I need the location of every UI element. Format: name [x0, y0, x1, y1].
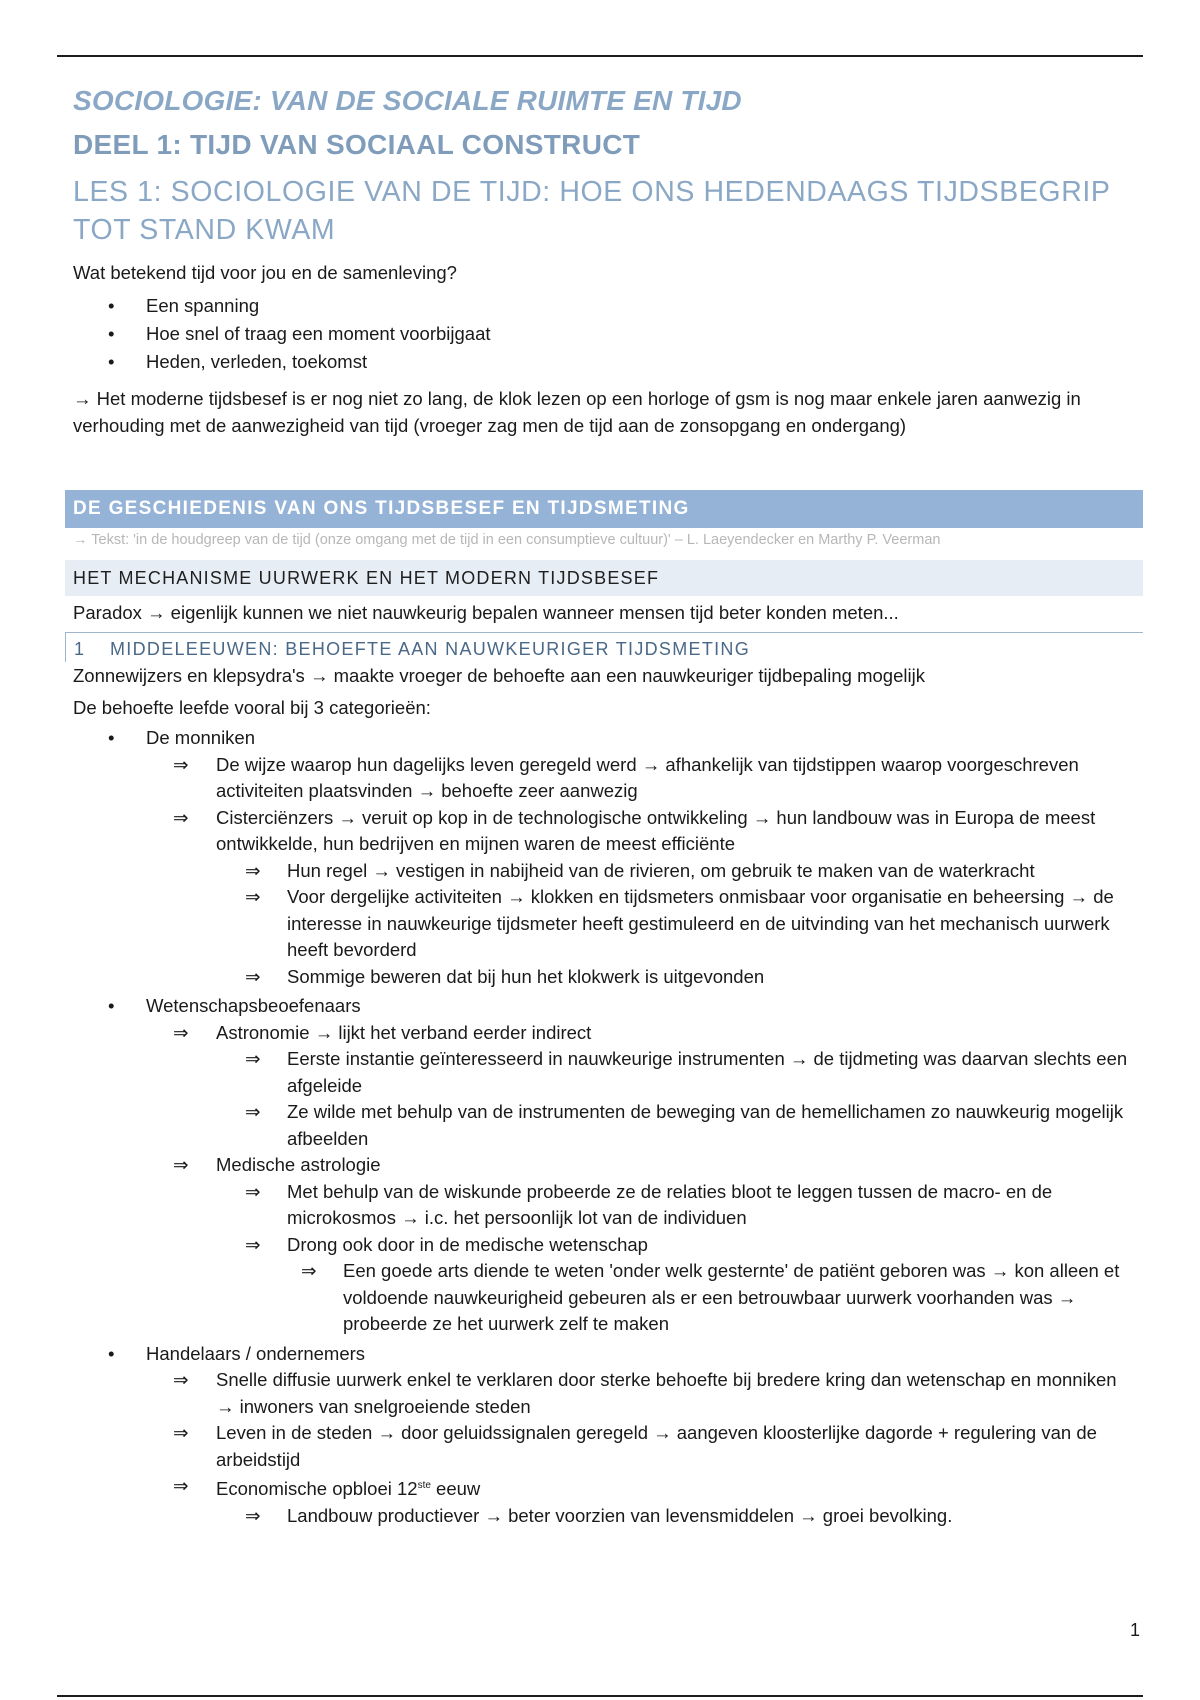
- list-item: • Hoe snel of traag een moment voorbijgaat: [73, 320, 1135, 348]
- category-monks: [73, 725, 1135, 752]
- list-item: [73, 752, 1135, 805]
- numbered-heading: [65, 632, 1143, 662]
- list-item: • Heden, verleden, toekomst: [73, 348, 1135, 376]
- list-item-text: Eerste instantie geïnteresseerd in nauwkeurige instrumenten → de tijdmeting was daarvan slechts een afgeleide: [287, 1048, 1128, 1096]
- list-item-text: Hun regel → vestigen in nabijheid van de rivieren, om gebruik te maken van de waterkracht: [287, 859, 1035, 881]
- document-title: SOCIOLOGIE: VAN DE SOCIALE RUIMTE EN TIJD: [73, 85, 742, 116]
- list-item: [73, 1258, 1135, 1338]
- list-item: [73, 1232, 1135, 1259]
- list-item-text: Medische astrologie: [216, 1154, 381, 1175]
- paradox-paragraph: Paradox → eigenlijk kunnen we niet nauwkeurig bepalen wanneer mensen tijd beter konden meten...: [73, 602, 899, 623]
- bullet-marker: •: [108, 995, 115, 1016]
- arrow-marker: ⇒: [245, 859, 261, 881]
- list-item: [73, 1367, 1135, 1420]
- list-item-text: [216, 1478, 480, 1499]
- arrow-marker: ⇒: [173, 1154, 189, 1175]
- arrow-marker: ⇒: [245, 1233, 261, 1255]
- list-item-text: De wijze waarop hun dagelijks leven geregeld werd → afhankelijk van tijdstippen waarop voorgeschreven activiteiten plaatsvinden → behoefte zeer aanwezig: [216, 753, 1079, 801]
- page-number: 1: [1129, 1620, 1140, 1640]
- arrow-marker: ⇒: [173, 1475, 189, 1496]
- list-item: [73, 1020, 1135, 1047]
- sundials-paragraph: Zonnewijzers en klepsydra's → maakte vroeger de behoefte aan een nauwkeuriger tijdbepaling mogelijk: [73, 665, 925, 686]
- list-item: [73, 1152, 1135, 1179]
- category-list: [73, 725, 1135, 1529]
- list-item: [73, 884, 1135, 964]
- list-item-text: Ze wilde met behulp van de instrumenten de beweging van de hemellichamen zo nauwkeurig mogelijk afbeelden: [287, 1101, 1124, 1149]
- ordinal-suffix: ste: [417, 1480, 431, 1491]
- list-item-text: Drong ook door in de medische wetenschap: [287, 1233, 648, 1255]
- arrow-marker: ⇒: [173, 1021, 189, 1043]
- source-reference: → Tekst: 'in de houdgreep van de tijd (onze omgang met de tijd in een consumptieve cultuur)' – L. Laeyendecker en Marthy P. Veerman: [73, 532, 941, 548]
- arrow-marker: ⇒: [245, 1101, 261, 1122]
- century-text: Economische opbloei 12: [216, 1478, 418, 1500]
- list-item: • Een spanning: [73, 292, 1135, 320]
- list-item-text: Voor dergelijke activiteiten → klokken en tijdsmeters onmisbaar voor organisatie en beheersing → de interesse in nauwkeurige tijdsmeter heeft gestimuleerd en de uitvinding van het mechanisch uurwerk heeft bevorderd: [287, 886, 1114, 960]
- list-item: [73, 858, 1135, 885]
- list-item-text: Een goede arts diende te weten 'onder welk gesternte' de patiënt geboren was → kon alleen et voldoende nauwkeurigheid gebeuren als er een betrouwbaar uurwerk voorhanden was → probeerde ze het uurwerk zelf te maken: [343, 1260, 1120, 1334]
- part-title: DEEL 1: TIJD VAN SOCIAAL CONSTRUCT: [73, 129, 641, 160]
- list-item-text: Astronomie → lijkt het verband eerder indirect: [216, 1021, 592, 1043]
- list-item: [73, 1473, 1135, 1503]
- document-page: [73, 85, 1135, 1529]
- bullet-marker: •: [108, 727, 115, 748]
- century-word: eeuw: [430, 1478, 481, 1500]
- list-item-text: Met behulp van de wiskunde probeerde ze de relaties bloot te leggen tussen de macro- en de microkosmos → i.c. het persoonlijk lot van de individuen: [287, 1180, 1053, 1228]
- category-label: De monniken: [146, 727, 256, 748]
- categories-intro: De behoefte leefde vooral bij 3 categorieën:: [73, 697, 431, 718]
- arrow-marker: ⇒: [245, 1180, 261, 1202]
- arrow-marker: ⇒: [173, 806, 189, 828]
- lesson-title: LES 1: SOCIOLOGIE VAN DE TIJD: HOE ONS HEDENDAAGS TIJDSBEGRIP TOT STAND KWAM: [73, 176, 1110, 246]
- list-item-text: Leven in de steden → door geluidssignalen geregeld → aangeven kloosterlijke dagorde + regulering van de arbeidstijd: [216, 1422, 1097, 1470]
- list-item-text: Sommige beweren dat bij hun het klokwerk is uitgevonden: [287, 965, 765, 987]
- list-item: [73, 964, 1135, 991]
- intro-paragraph: → Het moderne tijdsbesef is er nog niet zo lang, de klok lezen op een horloge of gsm is nog maar enkele jaren aanwezig in verhouding met de aanwezigheid van tijd (vroeger zag men de tijd aan de zonsopgang en ondergang): [73, 388, 1081, 436]
- intro-bullet-list: [73, 292, 1135, 376]
- category-merchants: [73, 1341, 1135, 1368]
- arrow-marker: ⇒: [245, 965, 261, 987]
- arrow-marker: ⇒: [301, 1260, 317, 1281]
- intro-question: Wat betekend tijd voor jou en de samenleving?: [73, 262, 457, 283]
- arrow-marker: ⇒: [245, 886, 261, 907]
- list-item-text: Landbouw productiever → beter voorzien van levensmiddelen → groei bevolking.: [287, 1504, 953, 1526]
- heading-text: MIDDELEEUWEN: BEHOEFTE AAN NAUWKEURIGER TIJDSMETING: [110, 639, 751, 659]
- category-label: Wetenschapsbeoefenaars: [146, 995, 361, 1016]
- list-item: [73, 1179, 1135, 1232]
- subsection-heading: HET MECHANISME UURWERK EN HET MODERN TIJDSBESEF: [65, 560, 1143, 596]
- bottom-rule: [57, 1695, 1143, 1697]
- arrow-marker: ⇒: [245, 1048, 261, 1069]
- heading-number: 1: [74, 639, 86, 659]
- bullet-marker: •: [108, 1342, 115, 1364]
- category-scientists: [73, 993, 1135, 1020]
- arrow-marker: ⇒: [173, 1369, 189, 1390]
- section-heading: DE GESCHIEDENIS VAN ONS TIJDSBESEF EN TIJDSMETING: [65, 490, 1143, 528]
- list-item: [73, 1420, 1135, 1473]
- arrow-marker: ⇒: [173, 1422, 189, 1443]
- arrow-marker: ⇒: [173, 753, 189, 775]
- list-item: [73, 1099, 1135, 1152]
- list-item: [73, 1503, 1135, 1530]
- list-item: [73, 805, 1135, 858]
- list-item-text: Cisterciënzers → veruit op kop in de technologische ontwikkeling → hun landbouw was in Europa de meest ontwikkelde, hun bedrijven en mijnen waren de meest efficiënte: [216, 806, 1096, 854]
- category-label: Handelaars / ondernemers: [146, 1342, 366, 1364]
- list-item-text: Snelle diffusie uurwerk enkel te verklaren door sterke behoefte bij bredere kring dan wetenschap en monniken → inwoners van snelgroeiende steden: [216, 1369, 1117, 1417]
- list-item: [73, 1046, 1135, 1099]
- top-rule: [57, 55, 1143, 57]
- arrow-marker: ⇒: [245, 1504, 261, 1526]
